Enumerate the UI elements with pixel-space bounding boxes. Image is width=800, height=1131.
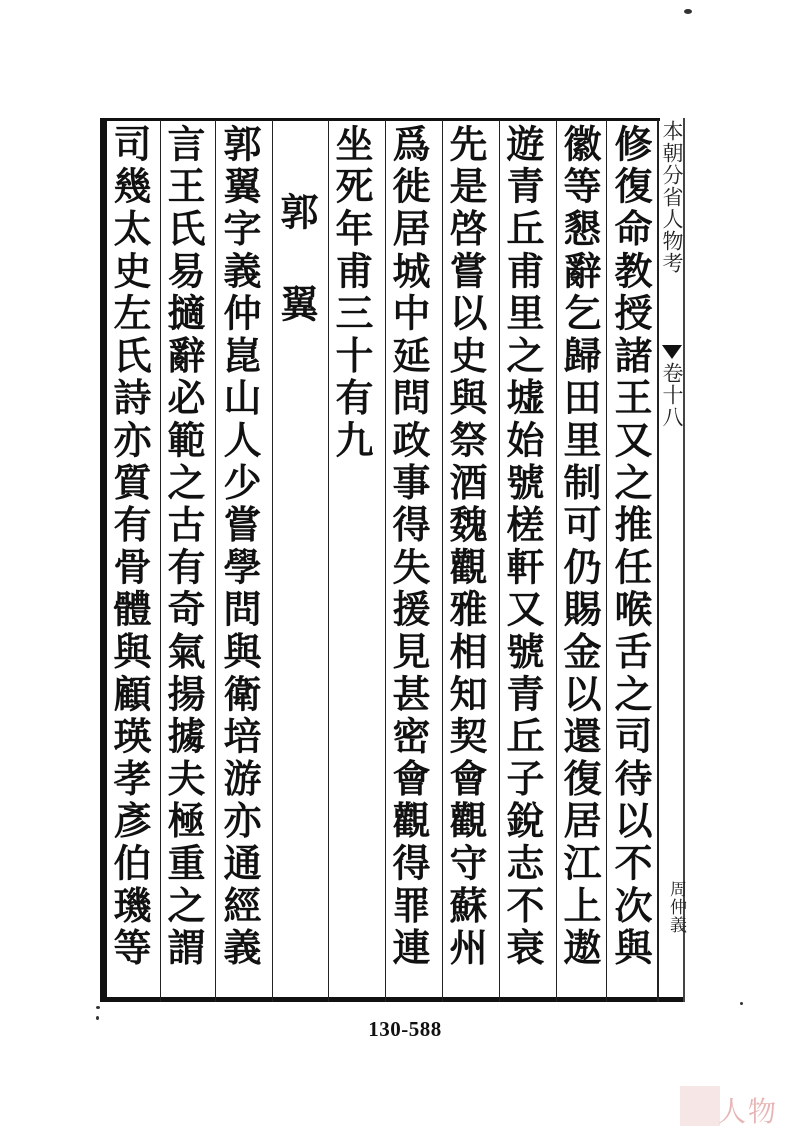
column-rule bbox=[272, 120, 273, 1002]
watermark-text: 人物 bbox=[718, 1095, 779, 1128]
frame-right-inner-border bbox=[657, 120, 659, 1002]
text-column-10: 司幾太史左氏詩亦質有骨體與顧瑛孝彥伯璣等 bbox=[107, 124, 152, 970]
watermark-box bbox=[680, 1086, 720, 1126]
page-number: 130-588 bbox=[368, 1017, 442, 1041]
volume-label: 卷十八 bbox=[660, 362, 684, 428]
page-number-wrap bbox=[0, 1017, 800, 1042]
text-column-9: 言王氏易擿辭必範之古有奇氣揚㩀夫極重之謂 bbox=[161, 124, 206, 970]
column-rule bbox=[215, 120, 216, 1002]
text-column-3: 遊青丘甫里之墟始號槎軒又號青丘子銳志不衰 bbox=[500, 124, 545, 970]
scan-speck bbox=[740, 1002, 743, 1005]
text-column-5: 爲徙居城中延問政事得失援見甚密會觀得罪連 bbox=[386, 124, 431, 970]
watermark-logo bbox=[680, 1086, 798, 1126]
text-column-2: 徽等懇辭乞歸田里制可仍賜金以還復居江上遨 bbox=[557, 124, 602, 970]
text-column-8: 郭翼字義仲崑山人少嘗學問與衛培游亦通經義 bbox=[217, 124, 262, 970]
book-title: 本朝分省人物考 bbox=[660, 120, 684, 274]
text-column-6: 坐死年甫三十有九 bbox=[329, 124, 374, 463]
scan-speck bbox=[96, 1006, 100, 1009]
column-rule bbox=[606, 120, 607, 1002]
section-mark: 周仲義 bbox=[666, 880, 686, 934]
volume-label-wrap bbox=[662, 362, 682, 562]
text-column-4: 先是啓嘗以史與祭酒魏觀雅相知契會觀守蘇州 bbox=[443, 124, 488, 970]
section-heading: 郭 翼 bbox=[274, 192, 319, 330]
scan-speck bbox=[684, 9, 692, 14]
text-column-1: 修復命教授諸王又之推任喉舌之司待以不次與 bbox=[608, 124, 653, 970]
